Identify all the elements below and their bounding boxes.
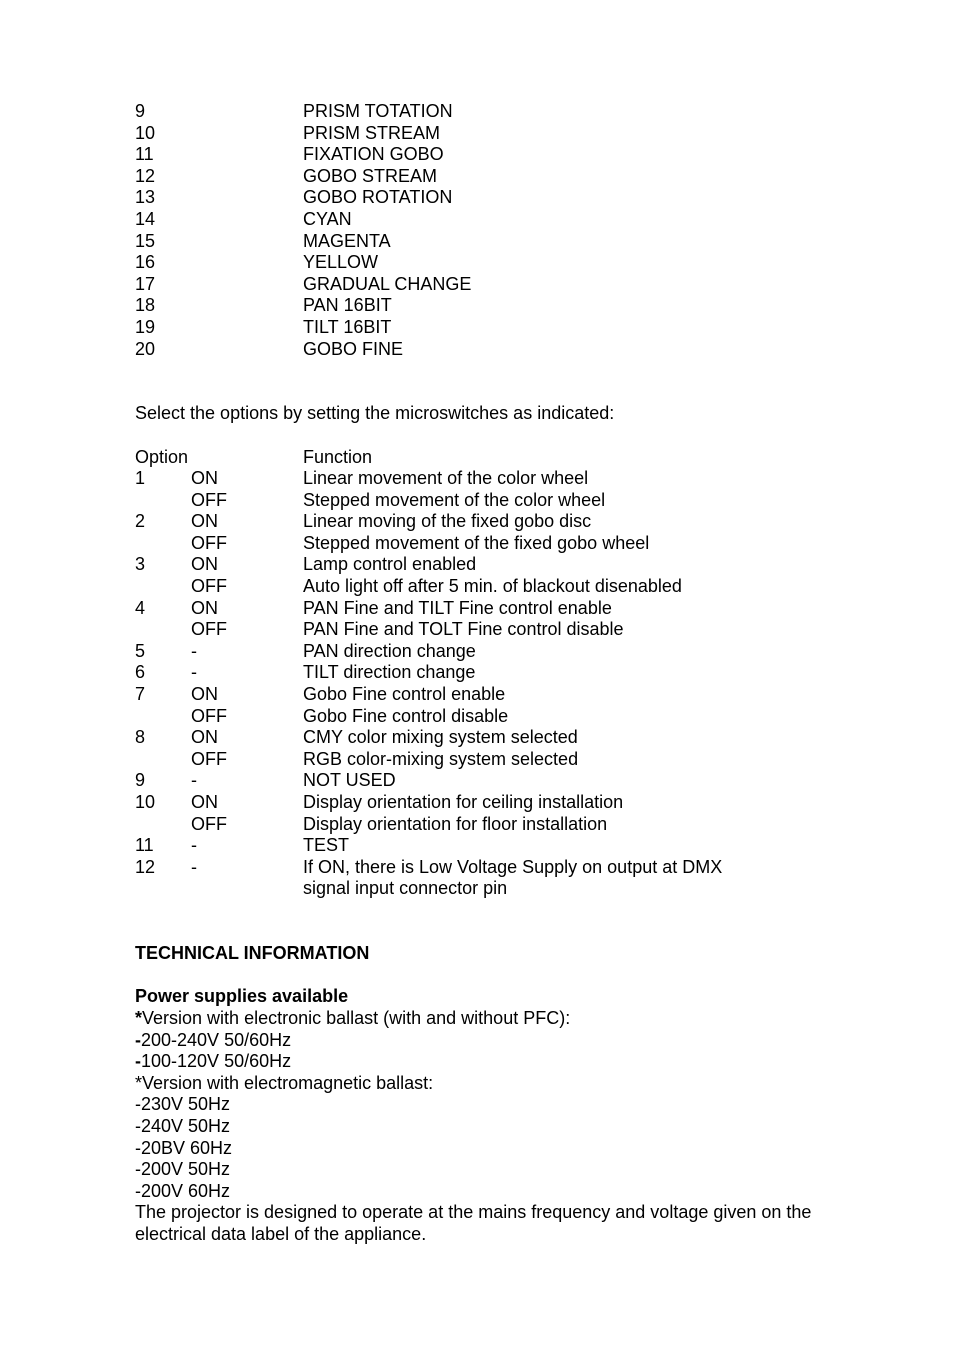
option-state: - <box>191 662 197 683</box>
channel-name: PRISM TOTATION <box>303 101 453 121</box>
option-row <box>135 814 855 836</box>
channel-row <box>135 101 855 123</box>
voltage-item <box>135 1138 855 1160</box>
option-function: TILT direction change <box>303 662 476 683</box>
option-number: 6 <box>135 662 146 683</box>
spacer <box>135 425 855 447</box>
option-row <box>135 490 855 512</box>
option-function: PAN direction change <box>303 640 476 661</box>
channel-name: FIXATION GOBO <box>303 144 444 165</box>
electromagnetic-label-text: *Version with electromagnetic ballast: <box>135 1072 434 1093</box>
option-function: Linear moving of the fixed gobo disc <box>303 511 592 532</box>
spacer <box>135 965 855 987</box>
electromagnetic-label <box>135 1073 855 1095</box>
option-state: OFF <box>191 489 227 510</box>
document-page <box>135 101 855 1245</box>
option-function: Stepped movement of the fixed gobo wheel <box>303 532 650 553</box>
voltage-text: -20BV 60Hz <box>135 1137 233 1158</box>
option-number: 1 <box>135 468 146 489</box>
option-function: Stepped movement of the color wheel <box>303 489 606 510</box>
option-number: 10 <box>135 792 156 812</box>
option-row <box>135 835 855 857</box>
channel-name: GOBO FINE <box>303 338 404 359</box>
options-header <box>135 447 855 469</box>
option-row <box>135 576 855 598</box>
channel-row <box>135 317 855 339</box>
option-number: 11 <box>135 835 154 856</box>
option-state: OFF <box>191 748 227 769</box>
voltage-item-line <box>135 1051 291 1073</box>
option-number: 4 <box>135 597 146 618</box>
option-function: Display orientation for floor installation <box>303 813 608 834</box>
option-row <box>135 468 855 490</box>
option-row <box>135 511 855 533</box>
channel-row <box>135 339 855 361</box>
option-row <box>135 598 855 620</box>
channel-row <box>135 144 855 166</box>
channel-number: 12 <box>135 165 156 186</box>
power-heading <box>135 986 855 1008</box>
channel-number: 9 <box>135 101 146 121</box>
option-state: - <box>191 835 197 856</box>
option-state: ON <box>191 597 218 618</box>
dash: - <box>135 1029 141 1050</box>
electronic-label-line <box>135 1008 570 1030</box>
voltage-item <box>135 1030 855 1052</box>
option-number: 3 <box>135 554 146 575</box>
channel-number: 15 <box>135 230 156 251</box>
channel-number: 16 <box>135 252 156 273</box>
option-row <box>135 749 855 771</box>
electronic-label-text: Version with electronic ballast (with and without PFC): <box>142 1007 571 1028</box>
option-number: 2 <box>135 511 146 532</box>
voltage-item <box>135 1181 855 1203</box>
function-column-header: Function <box>303 446 373 467</box>
voltage-text: -230V 50Hz <box>135 1094 231 1115</box>
select-intro-text: Select the options by setting the microswitches as indicated: <box>135 403 615 424</box>
channel-number: 17 <box>135 273 156 294</box>
voltage-item <box>135 1051 855 1073</box>
option-number: 5 <box>135 640 146 661</box>
option-function: CMY color mixing system selected <box>303 727 578 748</box>
option-function: Display orientation for ceiling installation <box>303 792 624 812</box>
option-state: OFF <box>191 576 227 597</box>
option-state: OFF <box>191 705 227 726</box>
option-function: TEST <box>303 835 350 856</box>
option-row <box>135 706 855 728</box>
option-function: PAN Fine and TOLT Fine control disable <box>303 619 624 640</box>
option-state: ON <box>191 684 218 705</box>
voltage-text: 100-120V 50/60Hz <box>141 1051 292 1072</box>
option-row <box>135 554 855 576</box>
option-row <box>135 662 855 684</box>
option-state: - <box>191 770 197 791</box>
option-row <box>135 641 855 663</box>
option-row <box>135 792 855 814</box>
closing-paragraph: The projector is designed to operate at the mains frequency and voltage given on the electrical data label of the appliance. <box>135 1202 812 1244</box>
channel-row <box>135 231 855 253</box>
channel-name: YELLOW <box>303 252 379 273</box>
dash: - <box>135 1051 141 1072</box>
channel-name: GRADUAL CHANGE <box>303 273 472 294</box>
electronic-items <box>135 1030 855 1073</box>
option-state: OFF <box>191 813 227 834</box>
option-function: Auto light off after 5 min. of blackout disenabled <box>303 576 682 597</box>
select-intro <box>135 403 855 425</box>
option-state: ON <box>191 792 218 812</box>
power-heading-text: Power supplies available <box>135 986 349 1007</box>
channel-name: CYAN <box>303 208 352 229</box>
voltage-text: -200V 60Hz <box>135 1180 231 1201</box>
channel-row <box>135 123 855 145</box>
channel-name: GOBO STREAM <box>303 165 438 186</box>
channel-list <box>135 101 855 360</box>
option-function: Gobo Fine control enable <box>303 684 506 705</box>
option-function: Gobo Fine control disable <box>303 705 509 726</box>
option-function: Lamp control enabled <box>303 554 477 575</box>
channel-name: MAGENTA <box>303 230 391 251</box>
option-function: RGB color-mixing system selected <box>303 748 579 769</box>
electronic-label <box>135 1008 855 1030</box>
option-state: ON <box>191 727 218 748</box>
spacer <box>135 900 855 943</box>
electromagnetic-items <box>135 1094 855 1202</box>
channel-name: PRISM STREAM <box>303 122 441 143</box>
voltage-text: 200-240V 50/60Hz <box>141 1029 292 1050</box>
technical-heading-text: TECHNICAL INFORMATION <box>135 943 370 964</box>
channel-number: 20 <box>135 338 156 359</box>
channel-number: 19 <box>135 316 156 337</box>
channel-name: TILT 16BIT <box>303 316 392 337</box>
option-number: 7 <box>135 684 146 705</box>
channel-name: GOBO ROTATION <box>303 187 453 208</box>
channel-name: PAN 16BIT <box>303 295 392 316</box>
option-number: 8 <box>135 727 146 748</box>
option-state: OFF <box>191 532 227 553</box>
option-function: NOT USED <box>303 770 396 791</box>
spacer <box>135 360 855 403</box>
option-state: OFF <box>191 619 227 640</box>
voltage-item <box>135 1116 855 1138</box>
channel-number: 10 <box>135 122 156 143</box>
option-row-12 <box>135 857 855 900</box>
voltage-item <box>135 1159 855 1181</box>
option-number: 12 <box>135 856 156 877</box>
option-function: PAN Fine and TILT Fine control enable <box>303 597 612 618</box>
option-function: Linear movement of the color wheel <box>303 468 589 489</box>
channel-row <box>135 187 855 209</box>
voltage-item <box>135 1094 855 1116</box>
channel-row <box>135 252 855 274</box>
option-state: - <box>191 856 197 877</box>
channel-number: 13 <box>135 187 156 208</box>
option-row <box>135 684 855 706</box>
option-row <box>135 727 855 749</box>
options-table <box>135 468 855 857</box>
option-row <box>135 619 855 641</box>
option-column-header: Option <box>135 446 189 467</box>
voltage-text: -240V 50Hz <box>135 1115 231 1136</box>
channel-number: 11 <box>135 144 154 165</box>
voltage-item-line <box>135 1030 291 1052</box>
option-state: ON <box>191 468 218 489</box>
channel-row <box>135 209 855 231</box>
channel-number: 14 <box>135 208 156 229</box>
channel-row <box>135 166 855 188</box>
option-row <box>135 770 855 792</box>
bullet-asterisk: * <box>135 1007 143 1028</box>
option-number: 9 <box>135 770 146 791</box>
option-state: - <box>191 640 197 661</box>
voltage-text: -200V 50Hz <box>135 1159 231 1180</box>
option-state: ON <box>191 511 218 532</box>
channel-number: 18 <box>135 295 156 316</box>
technical-heading <box>135 943 855 965</box>
option-function: If ON, there is Low Voltage Supply on output at DMX signal input connector pin <box>303 856 723 899</box>
channel-row <box>135 274 855 296</box>
option-row <box>135 533 855 555</box>
option-state: ON <box>191 554 218 575</box>
channel-row <box>135 295 855 317</box>
